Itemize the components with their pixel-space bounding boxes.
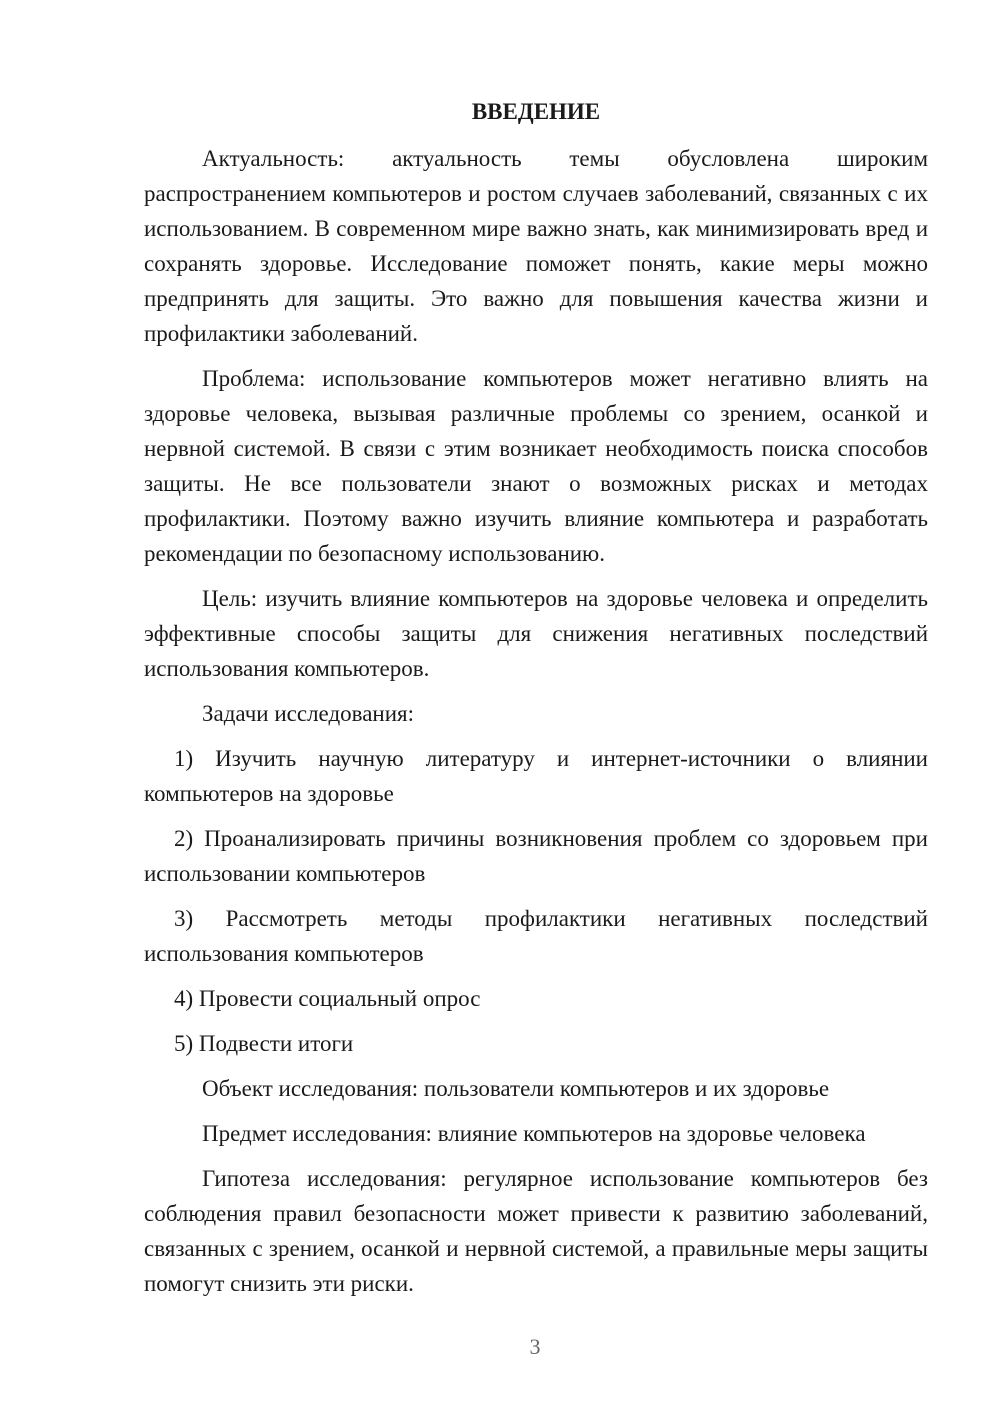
task-item-3: 3) Рассмотреть методы профилактики негативных последствий использования компьютеров (144, 906, 928, 966)
paragraph-goal: Цель: изучить влияние компьютеров на здоровье человека и определить эффективные способы защиты для снижения негативных последствий использования компьютеров. (144, 586, 928, 681)
paragraph-subject: Предмет исследования: влияние компьютеров на здоровье человека (202, 1121, 866, 1146)
task-item-2: 2) Проанализировать причины возникновения проблем со здоровьем при использовании компьютеров (144, 826, 928, 886)
task-item-5: 5) Подвести итоги (174, 1031, 354, 1056)
paragraph-hypothesis: Гипотеза исследования: регулярное использование компьютеров без соблюдения правил безопасности может привести к развитию заболеваний, связанных с зрением, осанкой и нервной системой, а правильные меры защиты помогут снизить эти риски. (144, 1166, 928, 1296)
page-number: 3 (529, 1334, 541, 1359)
paragraph-relevance: Актуальность: актуальность темы обусловлена широким распространением компьютеров и ростом случаев заболеваний, связанных с их использованием. В современном мире важно знать, как минимизировать вред и сохранять здоровье. Исследование поможет понять, какие меры можно предпринять для защиты. Это важно для повышения качества жизни и профилактики заболеваний. (144, 146, 928, 346)
page-content (144, 94, 928, 1311)
paragraph-problem: Проблема: использование компьютеров может негативно влиять на здоровье человека, вызывая различные проблемы со зрением, осанкой и нервной системой. В связи с этим возникает необходимость поиска способов защиты. Не все пользователи знают о возможных рисках и методах профилактики. Поэтому важно изучить влияние компьютера и разработать рекомендации по безопасному использованию. (144, 366, 928, 566)
task-item-1: 1) Изучить научную литературу и интернет-источники о влиянии компьютеров на здоровье (144, 746, 928, 806)
task-item-4: 4) Провести социальный опрос (174, 986, 481, 1011)
paragraph-object: Объект исследования: пользователи компьютеров и их здоровье (202, 1076, 830, 1101)
paragraph-tasks-heading: Задачи исследования: (202, 701, 415, 726)
section-title: ВВЕДЕНИЕ (471, 99, 601, 124)
